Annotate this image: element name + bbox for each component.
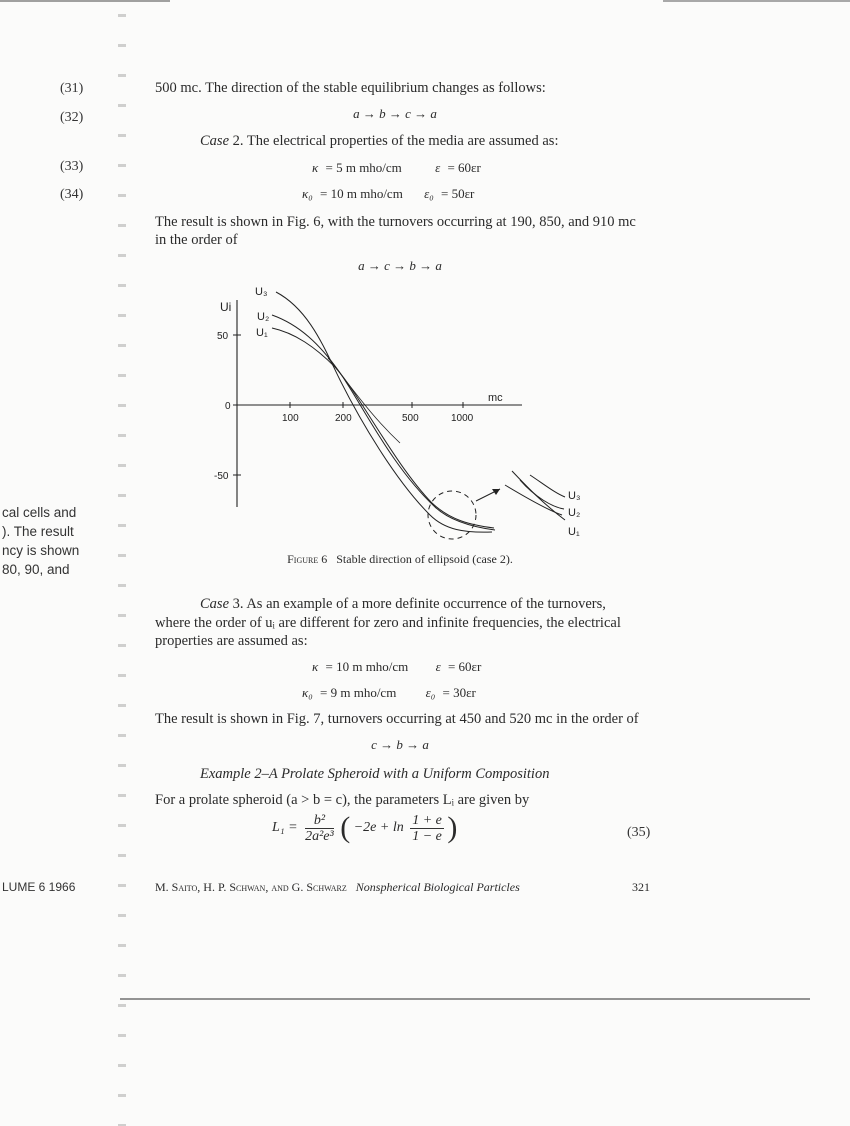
footer-title: Nonspherical Biological Particles [355,880,520,894]
case2-eq2 [302,186,474,202]
sequence-3: c → b → a [371,737,429,752]
curve-label-left: U₃ [255,286,268,298]
kappa0-value: = 10 m mho/cm [320,186,403,201]
left-page-fragment: ncy is shown [2,543,80,558]
formula-35 [272,811,457,845]
turnover-highlight [428,491,476,539]
left-page-fragment: ). The result [2,524,74,539]
y-axis-label: Ui [220,300,232,314]
left-page-footer: LUME 6 1966 [2,880,76,894]
case2-heading [200,131,558,151]
running-footer [155,880,520,895]
epsilon0-symbol: ε₀ [425,685,436,700]
top-edge [0,0,850,2]
case-label: Case [200,133,229,149]
epsilon-symbol: ε [435,160,441,175]
formula-fraction [305,813,334,844]
log-numerator: 1 + e [412,812,442,828]
curve-label-right: U₂ [568,507,581,519]
kappa0-symbol: κ₀ [302,685,313,700]
result-line-3: The result is shown in Fig. 7, turnovers occurring at 450 and 520 mc in the order of [155,711,639,727]
kappa-value: = 5 m mho/cm [325,160,402,175]
curve-label-right: U₁ [568,526,580,538]
bottom-edge [120,998,810,1000]
kappa0-value: = 9 m mho/cm [320,685,397,700]
kappa-value: = 10 m mho/cm [325,659,409,674]
epsilon0-value: = 50εr [440,186,475,201]
inset-curve [520,480,564,509]
figure-6-plot [200,275,620,555]
result-line-2: in the order of [155,232,238,248]
curve-label-left: U₁ [256,327,268,339]
intro-line: 500 mc. The direction of the stable equilibrium changes as follows: [155,80,546,96]
x-tick-label: 1000 [451,413,474,424]
equation-number: (33) [60,159,84,174]
figure-caption-text: Stable direction of ellipsoid (case 2). [336,552,513,566]
case3-line2: where the order of uᵢ are different for zero and infinite frequencies, the electrical [155,615,621,631]
kappa-symbol: κ [312,659,319,674]
curve-u1 [272,328,494,528]
case3-eq2 [302,685,476,701]
equation-number: (31) [60,81,84,96]
result-line-1: The result is shown in Fig. 6, with the turnovers occurring at 190, 850, and 910 mc [155,214,636,230]
equation-number: (32) [60,110,84,125]
x-axis-label: mc [488,392,503,404]
case3-line3: properties are assumed as: [155,633,308,649]
sequence-2: a → c → b → a [358,258,442,273]
log-denominator: 1 − e [412,828,442,844]
case3-heading [200,594,606,614]
kappa-symbol: κ [312,160,319,175]
epsilon-value: = 60εr [447,659,482,674]
x-tick-label: 500 [402,413,419,424]
footer-authors: M. Saito, H. P. Schwan, and G. Schwarz [155,880,347,894]
left-page-fragment: 80, 90, and [2,562,70,577]
figure-caption [287,552,513,567]
fraction-denominator: 2a²e³ [305,828,334,844]
epsilon0-value: = 30εr [442,685,476,700]
left-page-fragment: cal cells and [2,505,77,520]
y-tick-label: -50 [214,471,229,482]
case2-eq1 [312,160,481,176]
x-tick-label: 100 [282,413,299,424]
fraction-numerator: b² [305,813,334,829]
curve-label-left: U₂ [257,311,270,323]
case-label: Case [200,596,229,612]
x-tick-label: 200 [335,413,352,424]
paren-open: ( [340,811,351,844]
epsilon-value: = 60εr [447,160,481,175]
epsilon0-symbol: ε₀ [424,186,434,201]
paren-close: ) [447,811,458,844]
y-tick-label: 50 [217,331,229,342]
equation-number: (35) [627,825,651,840]
example-line: For a prolate spheroid (a > b = c), the parameters Lᵢ are given by [155,792,530,808]
y-tick-label: 0 [225,401,231,412]
page-number: 321 [632,880,650,894]
curve-label-right: U₃ [568,490,581,502]
equation-number: (34) [60,187,84,202]
epsilon-symbol: ε [435,659,441,674]
sequence-1: a → b → c → a [353,106,437,121]
kappa0-symbol: κ₀ [302,186,313,201]
case3-line1: 3. As an example of a more definite occurrence of the turnovers, [229,596,606,612]
figure-label: Figure 6 [287,552,328,566]
inset-curve [530,475,565,497]
case2-text: 2. The electrical properties of the media are assumed as: [229,133,559,149]
formula-term: −2e + ln [353,820,404,835]
example-title: Example 2–A Prolate Spheroid with a Uniform Composition [200,766,550,782]
formula-lhs: L₁ = [272,820,298,835]
case3-eq1 [312,659,481,675]
log-fraction [410,813,444,844]
book-gutter [118,0,126,1126]
